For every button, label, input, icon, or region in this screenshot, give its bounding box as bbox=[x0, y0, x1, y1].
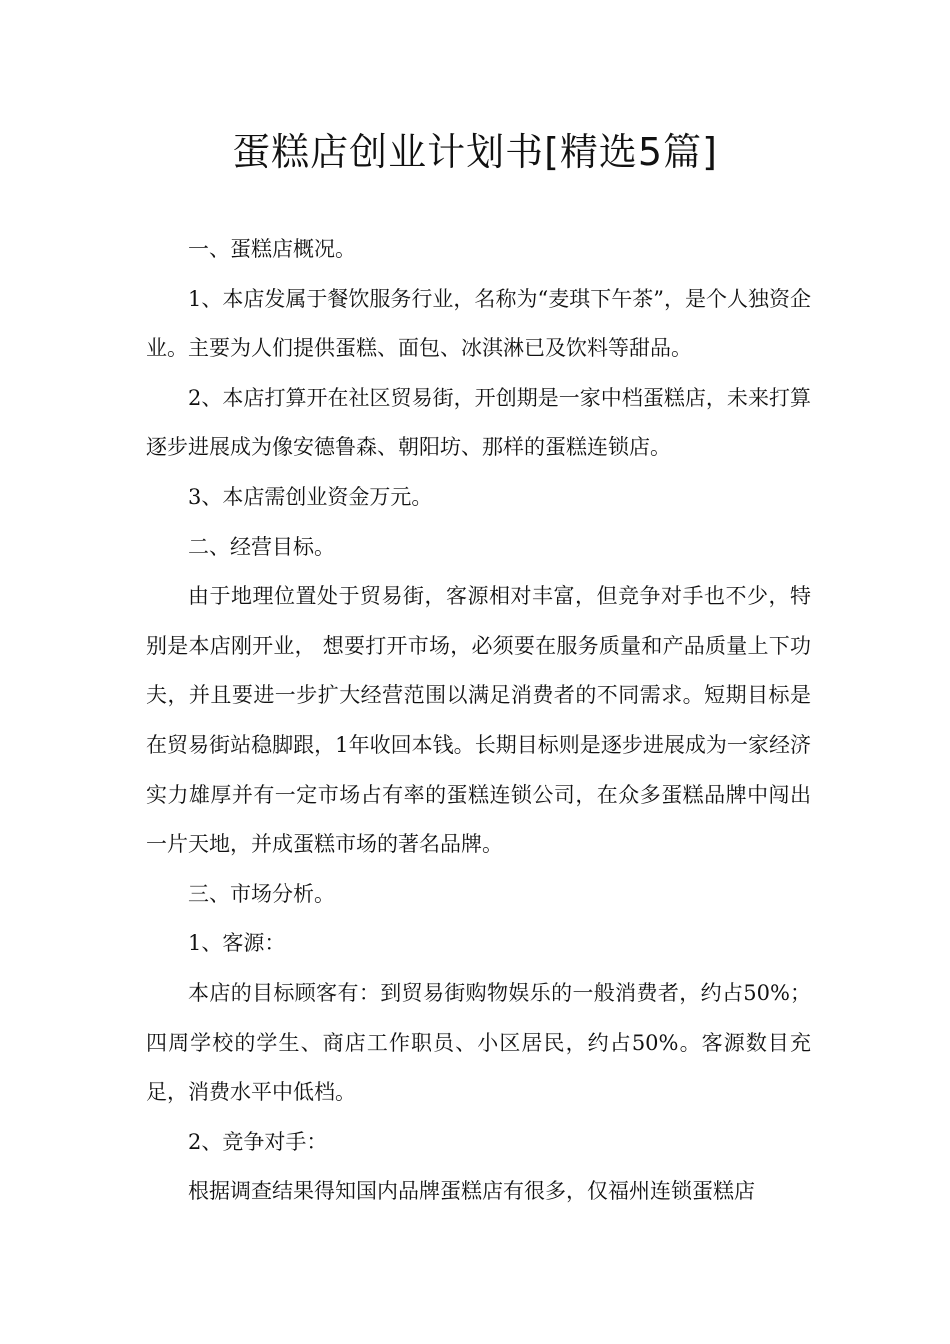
page-title: 蛋糕店创业计划书[精选5篇] bbox=[232, 130, 718, 174]
subheading-customers: 1、客源： bbox=[188, 931, 286, 956]
paragraph-startup-capital: 3、本店需创业资金万元。 bbox=[188, 484, 433, 509]
paragraph-store-location: 2、本店打算开在社区贸易街，开创期是一家中档蛋糕店，未来打算逐步进展成为像安德鲁森、朝阳坊、那样的蛋糕连锁店。 bbox=[146, 385, 811, 460]
paragraph-store-intro: 1、本店发属于餐饮服务行业，名称为“麦琪下午茶”，是个人独资企业。主要为人们提供蛋糕、面包、冰淇淋已及饮料等甜品。 bbox=[146, 286, 811, 361]
paragraph-customers: 本店的目标顾客有：到贸易街购物娱乐的一般消费者，约占50%；四周学校的学生、商店工作职员、小区居民，约占50%。客源数目充足，消费水平中低档。 bbox=[146, 980, 811, 1105]
document-body bbox=[146, 225, 811, 1217]
paragraph-business-goals: 由于地理位置处于贸易街，客源相对丰富，但竞争对手也不少，特别是本店刚开业， 想要打开市场，必须要在服务质量和产品质量上下功夫，并且要进一步扩大经营范围以满足消费者的不同需求。短期目标是在贸易街站稳脚跟，1年收回本钱。长期目标则是逐步进展成为一家经济实力雄厚并有一定市场占有率的蛋糕连锁公司，在众多蛋糕品牌中闯出一片天地，并成蛋糕市场的著名品牌。 bbox=[146, 584, 811, 857]
subheading-competitors: 2、竞争对手： bbox=[188, 1129, 328, 1154]
paragraph-competitors: 根据调查结果得知国内品牌蛋糕店有很多，仅福州连锁蛋糕店 bbox=[188, 1179, 755, 1204]
section-heading-market: 三、市场分析。 bbox=[188, 881, 335, 906]
section-heading-overview: 一、蛋糕店概况。 bbox=[188, 237, 356, 261]
section-heading-goals: 二、经营目标。 bbox=[188, 534, 335, 559]
